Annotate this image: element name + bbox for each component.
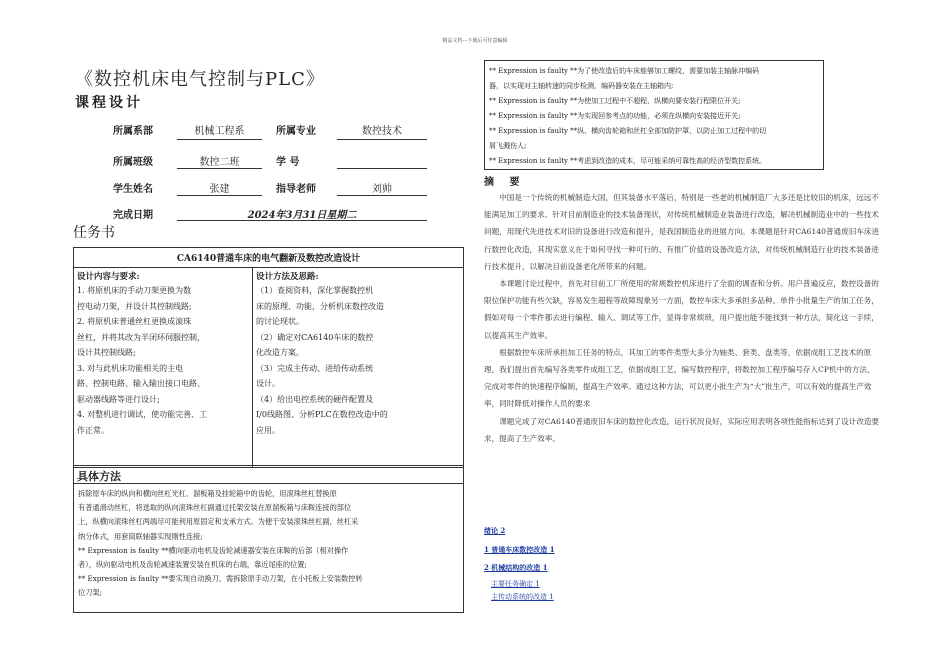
method-continued-line: ** Expression is faulty **考虑到改造的成本，尽可能采纳可靠性高的经济型数控系统。 [489, 157, 767, 165]
method-continued-line: ** Expression is faulty **为实现回参考点的功能，必须在纵横向安装接近开关; [489, 112, 741, 120]
method-line: 有普通滑动丝杠，将选取的纵向滚珠丝杠副通过托架安装在原溜板箱与床鞍连接的部位 [78, 503, 352, 513]
dept-label: 所属系部 [113, 126, 153, 137]
underline [337, 168, 427, 169]
left-cell-line: 2. 将原机床普通丝杠更换成滚珠 [77, 317, 192, 326]
right-cell-line: （1）查阅资料，深化掌握数控机 [256, 286, 374, 295]
method-heading: 具体方法 [73, 465, 464, 483]
left-cell-line: 1. 将原机床的手动刀架更换为数 [77, 286, 192, 295]
toc-link-main-drive[interactable]: 主传动系统的改造 1 [491, 593, 554, 601]
underline [177, 168, 262, 169]
major-label: 所属专业 [276, 126, 316, 137]
header-note: 精品文档---下载后可任意编辑 [442, 38, 508, 44]
underline [177, 139, 262, 140]
method-line: 位刀架; [78, 588, 102, 598]
method-continued-line: ** Expression is faulty **为了使改造后的车床能够加工螺纹，需要加装主轴脉冲编码 [489, 67, 760, 75]
right-cell-line: （2）确定对CA6140车床的数控 [256, 332, 374, 342]
abstract-paragraph: 根据数控车床所承担加工任务的特点，其加工的零件类型大多分为轴类、套类、盘类等，依据成组工艺技术的原理，我们提出首先编写各类零件成组工艺，依据成组工艺，编写数控程序，将数控加工程序编号存入CP机中的方法，完成对零件的快速程序编制，提高生产效率。通过这种方法，可以更小批生产为“大”批生产，可以有效的提高生产效率，同时降低对操作人员的要求 [484, 347, 875, 409]
teacher-label: 指导老师 [276, 184, 316, 195]
right-cell-line: 应用。 [256, 425, 280, 435]
right-cell-line: （3）完成主传动、进给传动系统 [256, 363, 374, 373]
underline [177, 220, 427, 221]
left-cell-line: 控电动刀架，并设计其控制线路; [77, 301, 192, 311]
task-left-cell [74, 268, 253, 468]
right-cell-line: 床的原理、功能，分析机床数控改造 [256, 301, 384, 311]
student-name-label: 学生姓名 [113, 184, 153, 195]
method-line: 上，纵横向滚珠丝杠两端尽可能利用原固定和支承方式。为便于安装滚珠丝杠副，丝杠采 [78, 517, 359, 527]
student-name-value: 张建 [209, 184, 230, 195]
task-table [73, 247, 464, 468]
right-cell-line: （4）给出电控系统的硬件配置及 [256, 394, 374, 404]
date-label: 完成日期 [113, 210, 153, 221]
document-title: 《数控机床电气控制与PLC》 [75, 69, 325, 90]
method-continued-line: ** Expression is faulty **纵、横向齿轮箱和丝杠全部加防护罩，以防止加工过程中的切 [489, 127, 767, 135]
method-continued-box [484, 60, 824, 170]
method-continued-line: ** Expression is faulty **为使加工过程中不超程，纵横向要安装行程限位开关; [489, 97, 741, 105]
dept-value: 机械工程系 [194, 126, 245, 137]
left-cell-line: 设计其控制线路; [77, 348, 136, 357]
student-id-label: 学 号 [276, 157, 300, 168]
method-line: 纳分体式，用套筒联轴器实现刚性连接; [78, 531, 203, 541]
task-right-cell [253, 268, 464, 468]
document-subtitle: 课程设计 [75, 95, 143, 111]
toc-link-main-tasks[interactable]: 主要任务确定 1 [491, 580, 540, 588]
right-cell-heading: 设计方法及思路: [256, 272, 319, 282]
abstract-paragraph: 本课题讨论过程中，首先对目前工厂所使用的常规数控机床进行了全面的调查和分析。用户普遍反应，数控设备的限位保护功能有些欠缺，容易发生超程等故障现象另一方面，数控车床大多承担多品种、单件小批量生产的加工任务，假如对每一个零件都去进行编程、输入、调试等工作，显得非常烦琐，用户提出能不能找到一种方法，简化这一手续，以提高其生产效率。 [484, 279, 879, 340]
underline [177, 195, 262, 196]
major-value: 数控技术 [362, 126, 402, 137]
abstract-heading: 摘 要 [484, 177, 526, 188]
toc-link-lathe-cnc[interactable]: 1 普通车床数控改造 1 [484, 545, 555, 554]
right-cell-line: 的讨论现状。 [256, 317, 304, 326]
abstract-paragraph: 中国是一个传统的机械制造大国，但其装备水平落后，特别是一些老的机械制造厂大多还是比较旧的机床，远远不能满足加工的要求。针对目前制造业的技术装备现状，对传统机械制造业装备进行改造，解决机械制造业中的一些技术问题，用现代先进技术对旧的设备进行改造和提升，是我国制造业的进展方向。本课题是针对CA6140普通废旧车床进行数控化改造，其现实意义在于如何寻找一种可行的、有推广价值的设备改造方法，对传统机械制造行业的技术装备进行技术提升，以解决目前设备老化所带来的问题。 [484, 193, 880, 271]
left-cell-line: 驱动器线路等进行设计; [77, 394, 160, 404]
method-line: ** Expression is faulty **要实现自动换刀，需拆除原手动刀架，在小托板上安装数控转 [78, 574, 363, 584]
method-line: ** Expression is faulty **横向驱动电机及齿轮减速器安装在床鞍的后部（相对操作 [78, 545, 349, 555]
right-cell-line: 化改造方案。 [256, 348, 304, 357]
underline [337, 139, 427, 140]
method-continued-line: 器，以实现对主轴转速的同步检测，编码器安装在主轴箱内; [489, 82, 674, 90]
class-label: 所属班级 [113, 157, 153, 168]
method-line: 拆除原车床的纵向和横向丝杠光杠、溜板箱及挂轮箱中的齿轮，用滚珠丝杠替换原 [78, 489, 337, 498]
right-cell-line: I/0线路图、分析PLC在数控改造中的 [256, 410, 388, 419]
task-table-title: CA6140普通车床的电气翻新及数控改造设计 [74, 248, 464, 268]
left-cell-line: 路、控制电路、输入输出接口电路、 [77, 379, 205, 388]
left-cell-line: 4. 对整机进行调试，使功能完善、工 [77, 410, 208, 419]
taskbook-heading: 任务书 [73, 225, 115, 241]
class-value: 数控二班 [199, 157, 240, 168]
toc-link-introduction[interactable]: 绪论 2 [484, 526, 506, 535]
left-cell-line: 作正常。 [77, 425, 109, 435]
method-content [73, 483, 464, 613]
toc-link-mechanical[interactable]: 2 机械结构的改造 1 [484, 563, 548, 572]
right-cell-line: 设计。 [256, 379, 280, 388]
method-line: 者），纵向驱动电机及齿轮减速装置安装在机床的右端，靠近尾座的位置; [78, 560, 307, 570]
left-cell-line: 3. 对与此机床功能相关的主电 [77, 363, 184, 373]
date-value: 2024年3月31日星期二 [247, 210, 357, 221]
method-continued-line: 屑飞溅伤人; [489, 142, 527, 150]
abstract-body [484, 189, 880, 447]
left-cell-heading: 设计内容与要求: [77, 272, 140, 282]
left-cell-line: 丝杠，并将其改为半闭环伺服控制， [77, 332, 205, 342]
underline [337, 195, 427, 196]
abstract-paragraph: 课题完成了对CA6140普通废旧车床的数控化改造，运行状况良好，实际应用表明各项性能指标达到了设计改造要求，提高了生产效率。 [484, 416, 880, 443]
teacher-value: 刘帅 [372, 184, 392, 195]
